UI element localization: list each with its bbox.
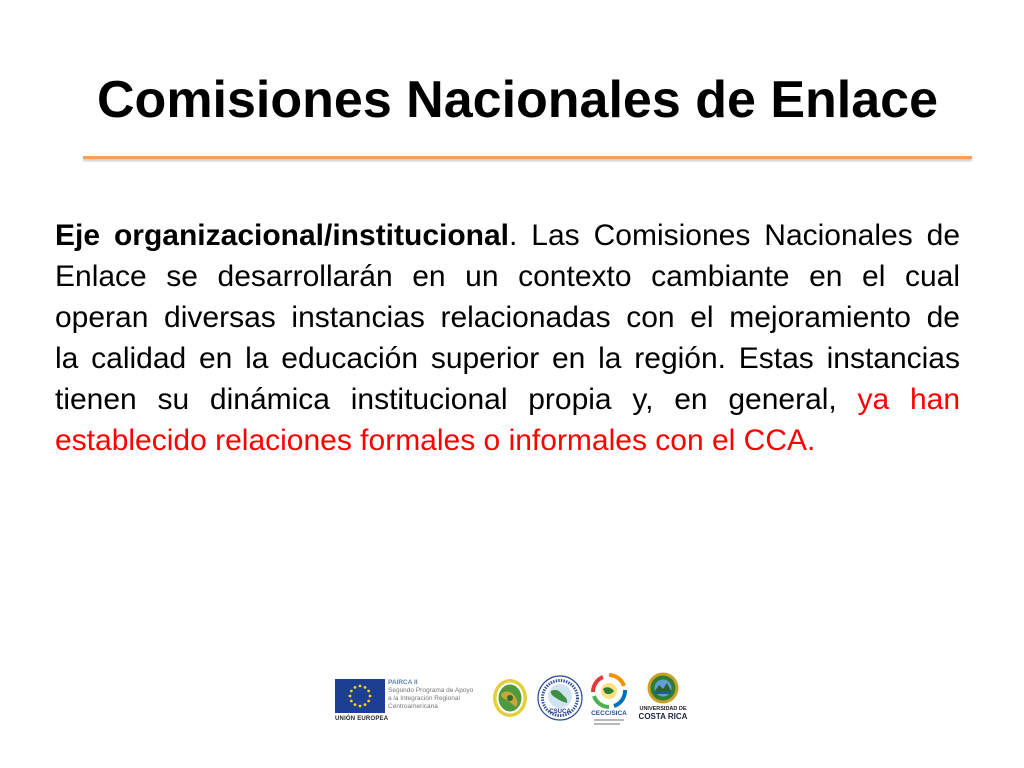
body-line bbox=[55, 420, 960, 461]
body-text-segment: . Las Comisiones Nacionales de bbox=[509, 219, 960, 252]
csuca-label: CSUCA bbox=[549, 709, 571, 715]
body-text-segment: tienen su dinámica institucional propia y, en general, bbox=[55, 383, 858, 416]
title-underline bbox=[83, 156, 972, 159]
eu-flag-icon bbox=[335, 679, 385, 713]
cecc-label: CECC/SICA bbox=[591, 710, 627, 717]
body-text-segment: la calidad en la educación superior en la región. Estas instancias bbox=[55, 342, 960, 375]
ucr-line1: UNIVERSIDAD DE bbox=[639, 706, 687, 712]
lead-term: Eje organizacional/institucional bbox=[55, 219, 510, 252]
body-text-segment: Enlace se desarrollarán en un contexto cambiante en el cual bbox=[55, 260, 960, 293]
eu-pairca-logo bbox=[333, 677, 491, 725]
body-line bbox=[55, 379, 960, 420]
csuca-logo bbox=[537, 675, 583, 726]
pairca-program-text bbox=[388, 679, 473, 711]
slide-title: Comisiones Nacionales de Enlace bbox=[97, 71, 938, 129]
body-line bbox=[55, 297, 960, 338]
body-line bbox=[55, 256, 960, 297]
eu-caption: UNIÓN EUROPEA bbox=[335, 716, 389, 722]
ucr-line2: COSTA RICA bbox=[638, 712, 688, 721]
cecc-sica-logo bbox=[588, 672, 630, 726]
pairca-line: PAIRCA II bbox=[388, 679, 418, 686]
body-line bbox=[55, 338, 960, 379]
fine-print-mark bbox=[594, 723, 620, 725]
regional-seal-logo bbox=[492, 678, 528, 723]
body-text-segment: operan diversas instancias relacionadas con el mejoramiento de bbox=[55, 301, 960, 334]
cecc-swirl-icon bbox=[588, 672, 630, 710]
ucr-logo bbox=[636, 671, 690, 723]
body-paragraph bbox=[55, 215, 960, 461]
body-line bbox=[55, 215, 960, 256]
pairca-line: Centroamericana bbox=[388, 703, 438, 710]
highlighted-text: establecido relaciones formales o informales con el CCA. bbox=[55, 424, 816, 457]
pairca-line: a la Integración Regional bbox=[388, 695, 460, 702]
regional-seal-icon bbox=[492, 678, 528, 718]
highlighted-text: ya han bbox=[857, 383, 961, 416]
fine-print-mark bbox=[594, 719, 624, 721]
pairca-line: Segundo Programa de Apoyo bbox=[388, 687, 474, 694]
ucr-crest-icon bbox=[636, 671, 690, 705]
